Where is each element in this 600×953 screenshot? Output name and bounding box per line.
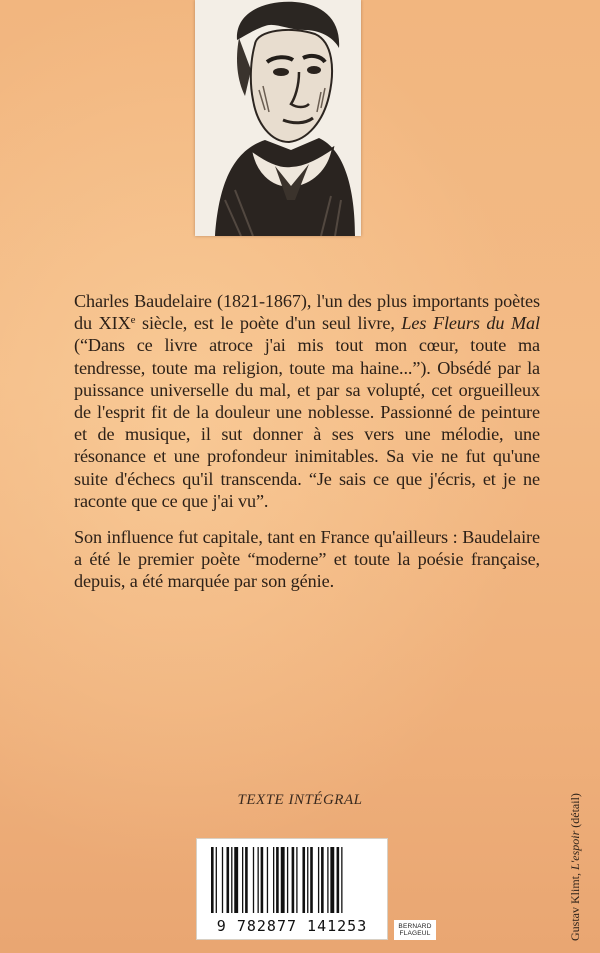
barcode-bar — [302, 847, 305, 913]
publisher-name-line1: BERNARD — [398, 923, 432, 930]
barcode-bar — [261, 847, 264, 913]
barcode-bar — [296, 847, 297, 913]
barcode-bar — [227, 847, 230, 913]
barcode-bars — [207, 847, 377, 913]
portrait-drawing — [195, 0, 361, 236]
edition-label: TEXTE INTÉGRAL — [237, 792, 363, 808]
barcode-bar — [276, 847, 279, 913]
p1-text-c: (“Dans ce livre atroce j'ai mis tout mon cœur, toute ma tendresse, toute ma religion, toute ma haine...”). Obsédé par la puissance universelle du mal, et par sa volupté, cet orgueilleux de l'esprit fit de la douleur une noblesse. Passionné de peinture et de musique, il sut donner à ses vers une mélodie, une résonance et une profondeur inimitables. Sa vie ne fut qu'une suite d'échecs qu'il transcenda. “Je sais ce que j'écris, et je ne raconte que ce que j'ai vu”. — [74, 335, 540, 511]
barcode-bar — [273, 847, 274, 913]
barcode-bar — [281, 847, 285, 913]
isbn-barcode — [196, 838, 388, 940]
isbn-digits: 9 782877 141253 — [216, 917, 368, 935]
barcode-bar — [234, 847, 238, 913]
credit-work-title: L'espoir — [568, 830, 582, 870]
barcode-bar — [337, 847, 340, 913]
description-paragraph-1 — [74, 290, 540, 512]
barcode-bar — [310, 847, 313, 913]
p1-text-b: siècle, est le poète d'un seul livre, — [135, 313, 402, 334]
credit-detail: (détail) — [568, 793, 582, 831]
barcode-bar — [292, 847, 295, 913]
credit-artist: Gustav Klimt, — [568, 870, 582, 941]
barcode-bar — [287, 847, 288, 913]
cover-art-credit — [568, 793, 583, 941]
barcode-bar — [307, 847, 308, 913]
barcode-bar — [258, 847, 259, 913]
barcode-bar — [327, 847, 328, 913]
barcode-bar — [330, 847, 334, 913]
barcode-bar — [267, 847, 268, 913]
barcode-bar — [245, 847, 248, 913]
author-portrait — [195, 0, 361, 236]
barcode-bar — [222, 847, 223, 913]
barcode-bar — [321, 847, 324, 913]
century-superscript: e — [130, 314, 136, 327]
barcode-bar — [231, 847, 232, 913]
barcode-bar — [341, 847, 342, 913]
barcode-bar — [242, 847, 243, 913]
publisher-name-line2: FLAGEUL — [399, 930, 431, 937]
book-title: Les Fleurs du Mal — [401, 313, 540, 334]
barcode-bar — [253, 847, 254, 913]
barcode-bar — [318, 847, 319, 913]
barcode-bar — [211, 847, 214, 913]
p1-text-a: Charles Baudelaire (1821-1867), l'un des plus importants poètes du XIX — [74, 291, 540, 334]
description-paragraph-2: Son influence fut capitale, tant en France qu'ailleurs : Baudelaire a été le premier poète “moderne” et toute la poésie française, depuis, a été marquée par son génie. — [74, 527, 540, 592]
barcode-bar — [216, 847, 217, 913]
book-description — [74, 290, 540, 593]
publisher-logo — [394, 920, 436, 940]
